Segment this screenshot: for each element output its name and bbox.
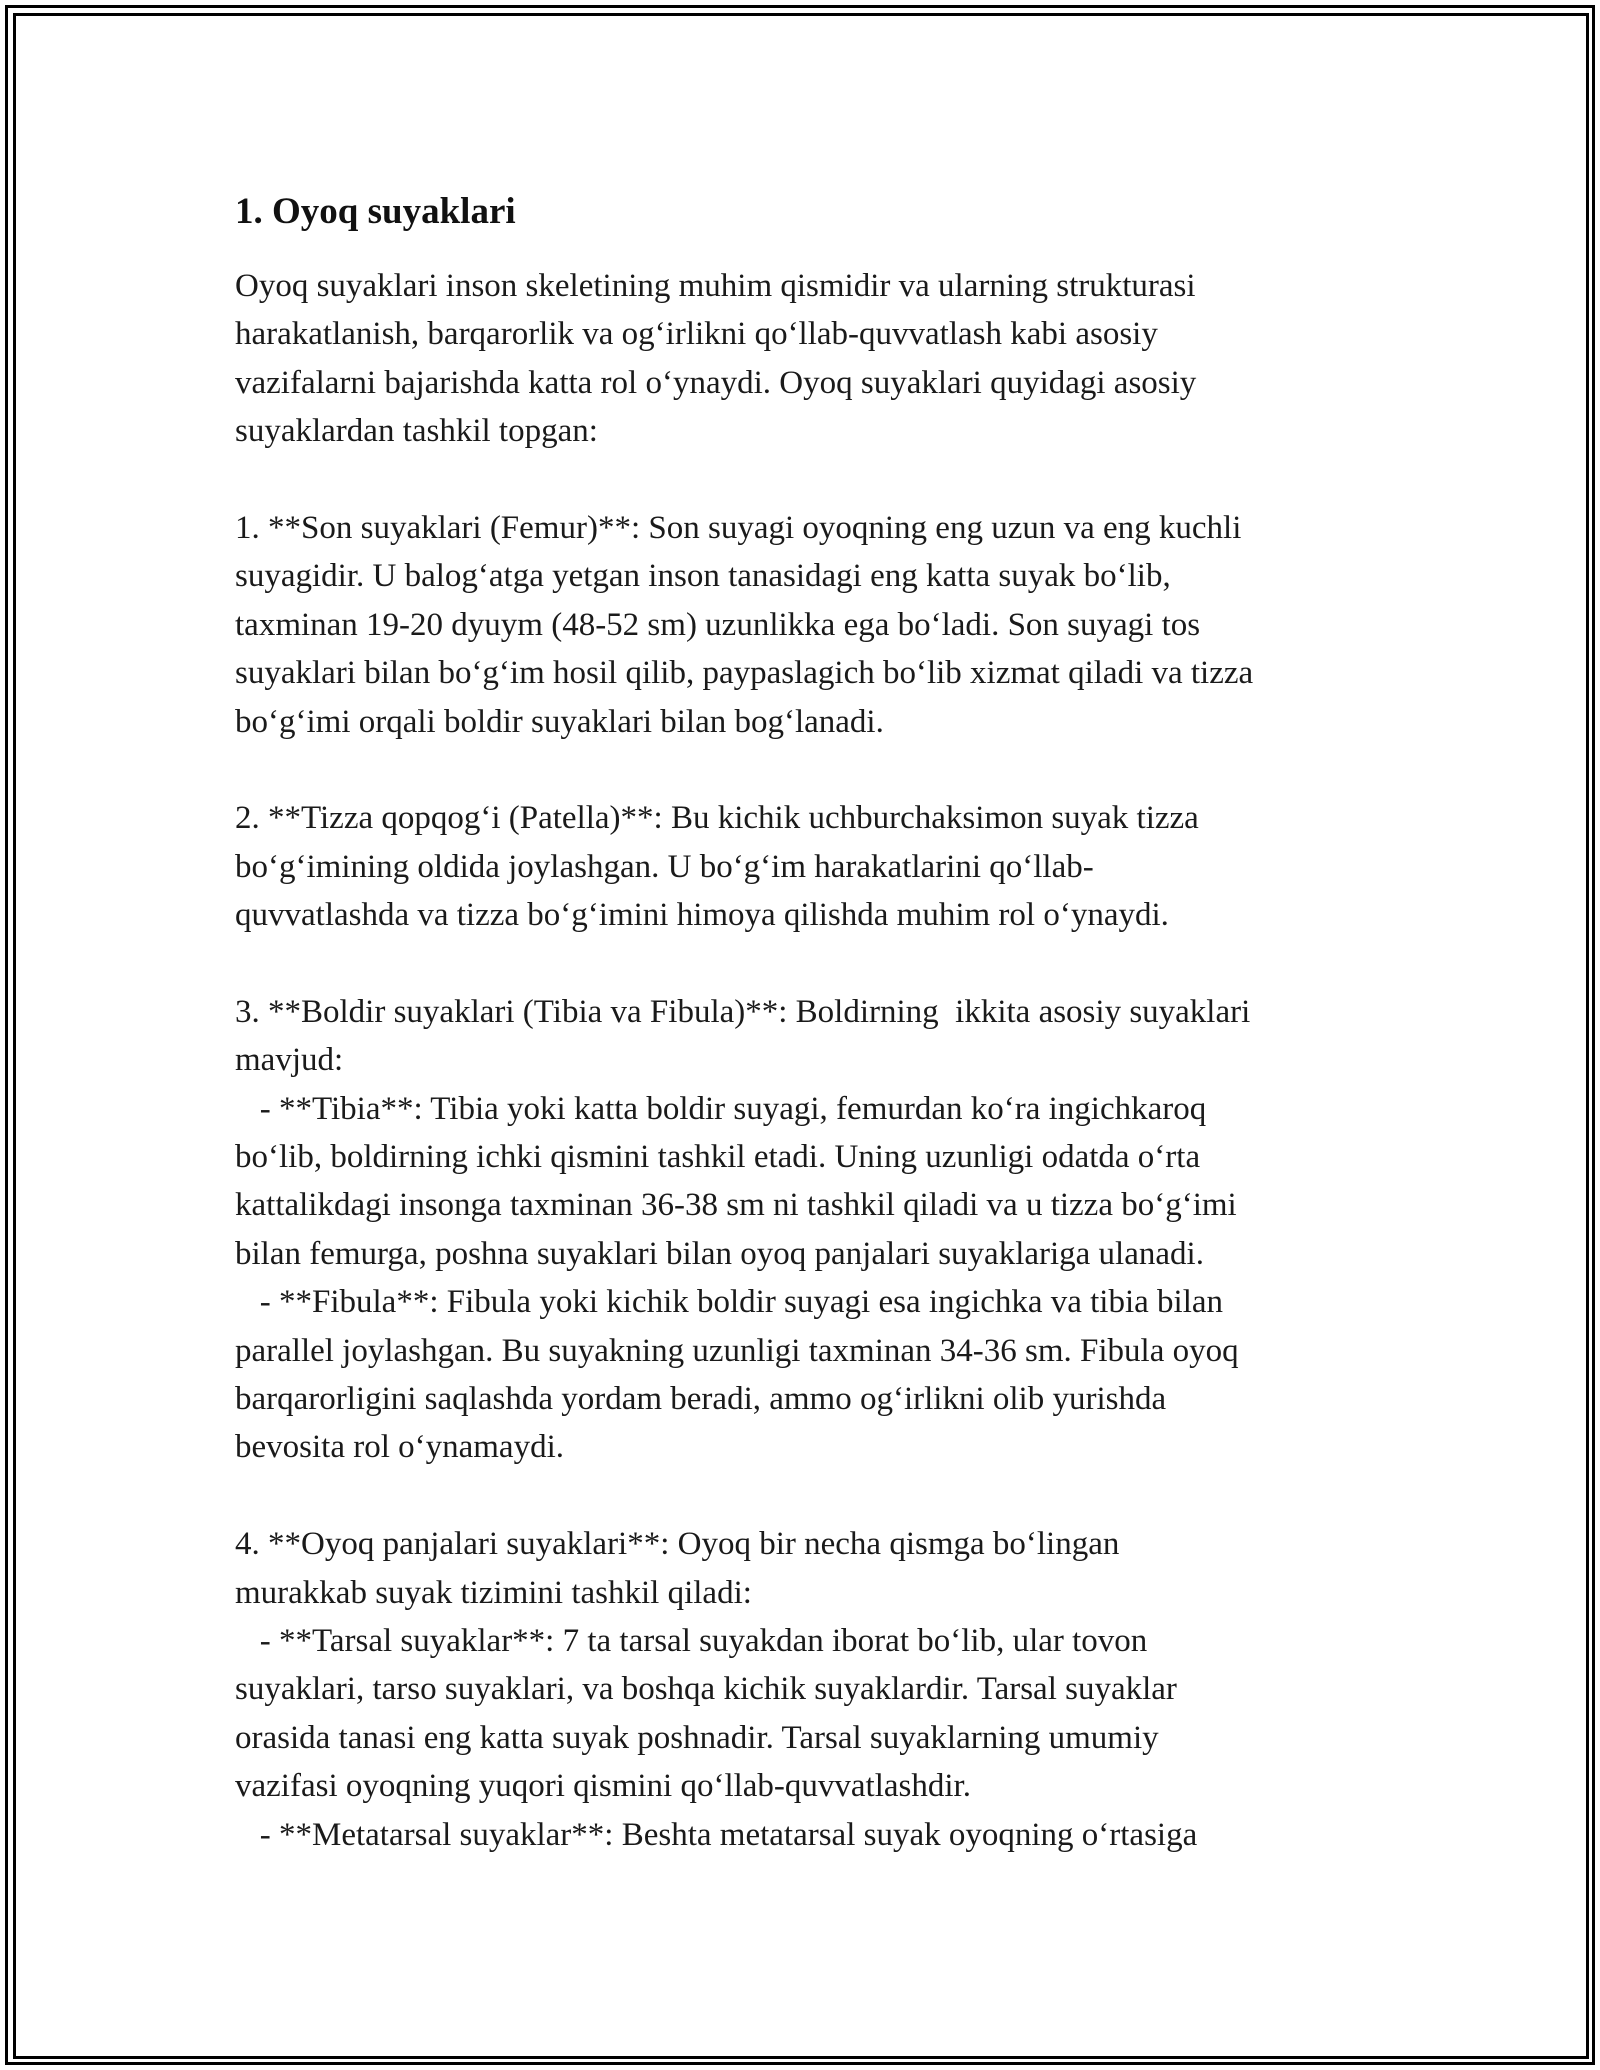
text-line: barqarorligini saqlashda yordam beradi, ammo og‘irlikni olib yurishda — [235, 1380, 1167, 1417]
body-text — [235, 262, 1385, 1859]
text-line: kattalikdagi insonga taxminan 36-38 sm ni tashkil qiladi va u tizza bo‘g‘imi — [235, 1187, 1237, 1224]
text-line: vazifalarni bajarishda katta rol o‘ynaydi. Oyoq suyaklari quyidagi asosiy — [235, 364, 1197, 401]
text-line: suyaklari, tarso suyaklari, va boshqa kichik suyaklardir. Tarsal suyaklar — [235, 1671, 1177, 1708]
text-line: bevosita rol o‘ynamaydi. — [235, 1429, 565, 1466]
text-line: bo‘lib, boldirning ichki qismini tashkil etadi. Uning uzunligi odatda o‘rta — [235, 1139, 1201, 1176]
text-line: bilan femurga, poshna suyaklari bilan oyoq panjalari suyaklariga ulanadi. — [235, 1235, 1204, 1272]
blank-line — [235, 456, 1385, 504]
section-heading: 1. Oyoq suyaklari — [235, 191, 516, 232]
text-line: taxminan 19-20 dyuym (48-52 sm) uzunlikka ega bo‘ladi. Son suyagi tos — [235, 606, 1201, 643]
text-line: - **Tarsal suyaklar**: 7 ta tarsal suyakdan iborat bo‘lib, ular tovon — [235, 1622, 1148, 1659]
text-line: 1. **Son suyaklari (Femur)**: Son suyagi oyoqning eng uzun va eng kuchli — [235, 509, 1242, 546]
text-line: quvvatlashda va tizza bo‘g‘imini himoya qilishda muhim rol o‘ynaydi. — [235, 897, 1169, 934]
text-line: 4. **Oyoq panjalari suyaklari**: Oyoq bir necha qismga bo‘lingan — [235, 1526, 1120, 1563]
text-line: suyagidir. U balog‘atga yetgan inson tanasidagi eng katta suyak bo‘lib, — [235, 558, 1171, 595]
text-line: 3. **Boldir suyaklari (Tibia va Fibula)**: Boldirning ikkita asosiy suyaklari — [235, 993, 1251, 1030]
document-body — [235, 188, 1385, 1859]
text-line: orasida tanasi eng katta suyak poshnadir. Tarsal suyaklarning umumiy — [235, 1719, 1159, 1756]
blank-line — [235, 1472, 1385, 1520]
text-line: vazifasi oyoqning yuqori qismini qo‘llab-quvvatlashdir. — [235, 1768, 971, 1805]
text-line: murakkab suyak tizimini tashkil qiladi: — [235, 1574, 752, 1611]
text-line: mavjud: — [235, 1042, 344, 1079]
text-line: - **Tibia**: Tibia yoki katta boldir suyagi, femurdan ko‘ra ingichkaroq — [235, 1090, 1207, 1127]
text-line: suyaklari bilan bo‘g‘im hosil qilib, paypaslagich bo‘lib xizmat qiladi va tizza — [235, 655, 1254, 692]
text-line: - **Fibula**: Fibula yoki kichik boldir suyagi esa ingichka va tibia bilan — [235, 1284, 1224, 1321]
text-line: bo‘g‘imining oldida joylashgan. U bo‘g‘im harakatlarini qo‘llab- — [235, 848, 1094, 885]
text-line: 2. **Tizza qopqog‘i (Patella)**: Bu kichik uchburchaksimon suyak tizza — [235, 800, 1199, 837]
blank-line — [235, 939, 1385, 987]
text-line: harakatlanish, barqarorlik va og‘irlikni qo‘llab-quvvatlash kabi asosiy — [235, 316, 1158, 353]
text-line: Oyoq suyaklari inson skeletining muhim qismidir va ularning strukturasi — [235, 268, 1196, 304]
text-line: parallel joylashgan. Bu suyakning uzunligi taxminan 34-36 sm. Fibula oyoq — [235, 1332, 1239, 1369]
blank-line — [235, 746, 1385, 794]
text-line: suyaklardan tashkil topgan: — [235, 413, 598, 450]
text-line: bo‘g‘imi orqali boldir suyaklari bilan bog‘lanadi. — [235, 703, 884, 740]
text-line: - **Metatarsal suyaklar**: Beshta metatarsal suyak oyoqning o‘rtasiga — [235, 1816, 1198, 1853]
